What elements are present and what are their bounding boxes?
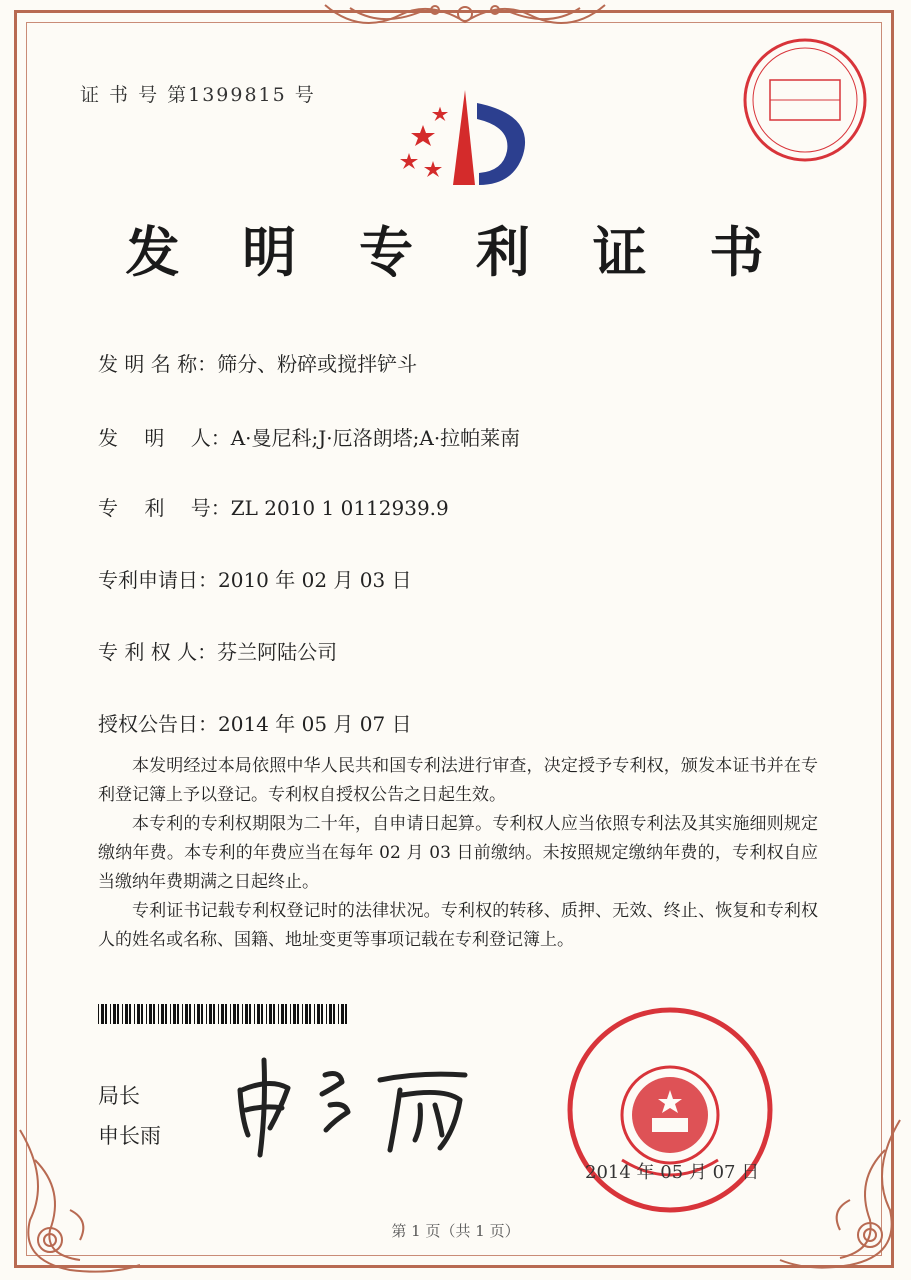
seal-date: 2014 年 05 月 07 日 [585, 1162, 760, 1183]
page-footer: 第 1 页（共 1 页） [391, 1222, 520, 1240]
field-value: 2010 年 02 月 03 日 [218, 568, 412, 592]
bottom-right-ornament [770, 1110, 910, 1280]
field-label: 发 明 名 称： [98, 352, 218, 376]
national-ip-office-seal [560, 1000, 780, 1220]
field-grant-date [98, 708, 412, 737]
field-label: 专 利 权 人： [98, 640, 218, 664]
body-paragraph: 本专利的专利权期限为二十年，自申请日起算。专利权人应当依照专利法及其实施细则规定缴纳年费。本专利的年费应当在每年 02 月 03 日前缴纳。未按照规定缴纳年费的，专利权自应当缴纳年费期满之日起终止。 [98, 814, 818, 892]
signatory-name: 申长雨 [98, 1124, 161, 1148]
patent-office-logo [395, 85, 545, 195]
field-value: A·曼尼科;J·厄洛朗塔;A·拉帕莱南 [230, 426, 521, 450]
field-label: 专 利 号： [98, 496, 231, 520]
field-value: 芬兰阿陆公司 [217, 640, 338, 664]
field-application-date [98, 564, 412, 593]
field-patent-number [98, 492, 449, 521]
field-value: 2014 年 05 月 07 日 [218, 712, 412, 736]
document-title: 发 明 专 利 证 书 [125, 220, 786, 284]
certificate-number: 证 书 号 第1399815 号 [80, 84, 316, 106]
body-text [98, 752, 818, 955]
field-label: 专利申请日： [98, 568, 218, 592]
field-label: 发 明 人： [98, 426, 231, 450]
field-invention-name [98, 348, 417, 377]
body-paragraph: 专利证书记载专利权登记时的法律状况。专利权的转移、质押、无效、终止、恢复和专利权人的姓名或名称、国籍、地址变更等事项记载在专利登记簿上。 [98, 901, 818, 950]
field-label: 授权公告日： [98, 712, 218, 736]
field-patentee [98, 636, 337, 665]
top-ornament [320, 0, 610, 40]
field-inventors [98, 422, 520, 451]
tax-stamp [740, 35, 870, 165]
handwritten-signature [230, 1050, 490, 1160]
barcode [98, 1004, 348, 1024]
field-value: 筛分、粉碎或搅拌铲斗 [217, 352, 418, 376]
field-value: ZL 2010 1 0112939.9 [230, 496, 449, 520]
signatory-title: 局长 [98, 1084, 140, 1108]
body-paragraph: 本发明经过本局依照中华人民共和国专利法进行审查，决定授予专利权，颁发本证书并在专利登记簿上予以登记。专利权自授权公告之日起生效。 [98, 756, 818, 805]
